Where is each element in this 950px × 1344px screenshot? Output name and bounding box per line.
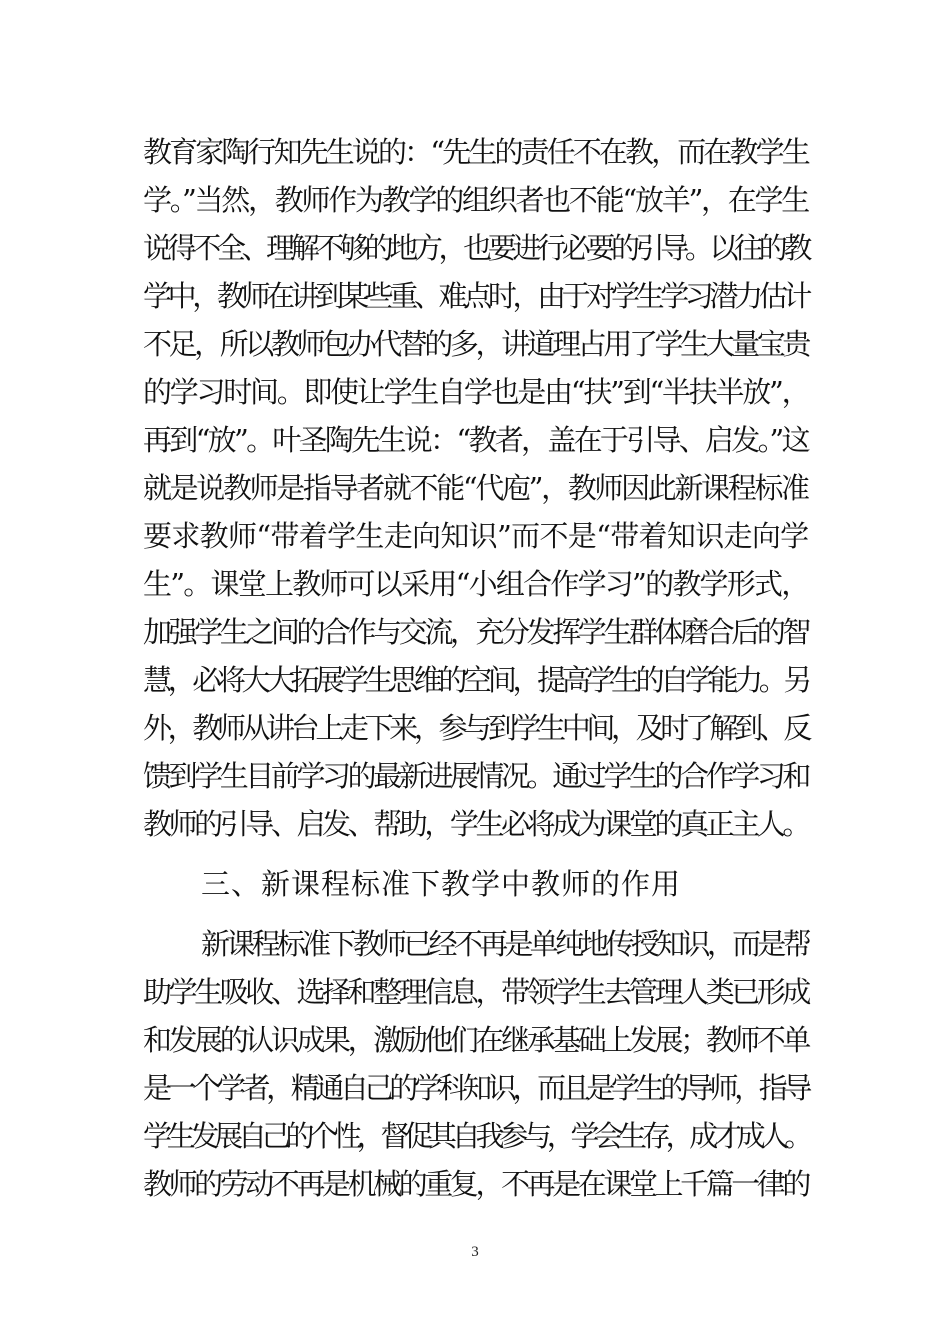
text-line: 助学生吸收、选择和整理信息，带领学生去管理人类已形成 (143, 975, 809, 1009)
text-line: 教育家陶行知先生说的：“先生的责任不在教，而在教学生 (143, 135, 808, 169)
text-line: 说得不全、理解不够的地方，也要进行必要的引导。以往的教 (143, 231, 809, 265)
page-number: 3 (471, 1244, 479, 1260)
text-line: 学生发展自己的个性，督促其自我参与，学会生存，成才成人。 (143, 1119, 809, 1153)
text-line: 慧，必将大大拓展学生思维的空间，提高学生的自学能力。另 (143, 663, 809, 697)
text-line: 加强学生之间的合作与交流，充分发挥学生群体磨合后的智 (143, 615, 809, 649)
text-line: 要求教师“带着学生走向知识”而不是“带着知识走向学 (143, 519, 809, 553)
text-line: 新课程标准下教师已经不再是单纯地传授知识，而是帮 (201, 927, 809, 961)
text-line: 外，教师从讲台上走下来，参与到学生中间，及时了解到、反 (143, 711, 809, 745)
text-line: 就是说教师是指导者就不能“代庖”，教师因此新课程标准 (143, 471, 808, 505)
text-line: 的学习时间。即使让学生自学也是由“扶”到“半扶半放”， (143, 375, 809, 409)
text-line: 是一个学者，精通自己的学科知识，而且是学生的导师，指导 (143, 1071, 809, 1105)
text-line: 学。”当然，教师作为教学的组织者也不能“放羊”，在学生 (143, 183, 808, 217)
section-heading: 三、新课程标准下教学中教师的作用 (201, 867, 682, 901)
text-line: 不足，所以教师包办代替的多，讲道理占用了学生大量宝贵 (143, 327, 809, 361)
text-line: 馈到学生目前学习的最新进展情况。通过学生的合作学习和 (143, 759, 809, 793)
text-line: 教师的引导、启发、帮助，学生必将成为课堂的真正主人。 (143, 807, 809, 841)
text-line: 再到“放”。叶圣陶先生说：“教者，盖在于引导、启发。”这 (143, 423, 808, 457)
text-line: 生”。课堂上教师可以采用“小组合作学习”的教学形式， (143, 567, 809, 601)
text-line: 和发展的认识成果，激励他们在继承基础上发展；教师不单 (143, 1023, 809, 1057)
text-line: 学中，教师在讲到某些重、难点时，由于对学生学习潜力估计 (143, 279, 809, 313)
text-line: 教师的劳动不再是机械的重复，不再是在课堂上千篇一律的 (143, 1167, 809, 1201)
